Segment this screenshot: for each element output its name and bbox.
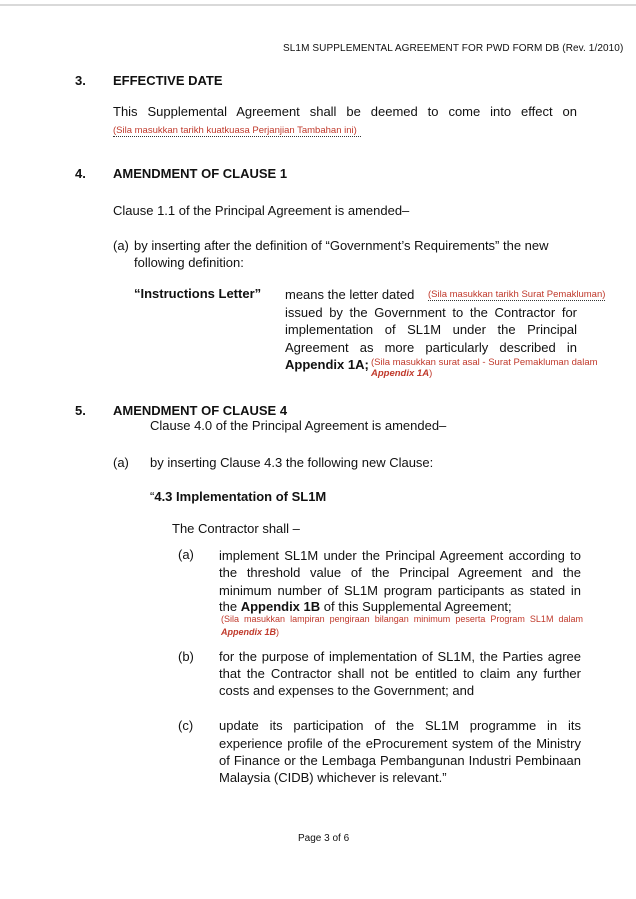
section-3-title: EFFECTIVE DATE (113, 73, 223, 88)
document-header: SL1M SUPPLEMENTAL AGREEMENT FOR PWD FORM DB (Rev. 1/2010) (283, 43, 624, 54)
definition-line1: means the letter dated (285, 287, 415, 302)
sub-c-line3: of Finance or the Lembaga Pembangunan Industri Pembinaan (219, 753, 581, 768)
section-5-item-a-label: (a) (113, 455, 129, 470)
section-5-item-a-text: by inserting Clause 4.3 the following new Clause: (150, 455, 434, 470)
sub-b-line1: for the purpose of implementation of SL1M, the Parties agree (219, 649, 581, 664)
definition-line2: issued by the Government to the Contractor for (285, 305, 577, 320)
section-4-title: AMENDMENT OF CLAUSE 1 (113, 166, 288, 181)
sub-b-line3: costs and expenses to the Government; and (219, 683, 475, 698)
page-top-border (0, 4, 636, 6)
effective-date-blank (113, 120, 361, 138)
sub-c-line1: update its participation of the SL1M programme in its (219, 718, 581, 733)
definition-line5: Appendix 1A; (285, 357, 369, 372)
definition-line3: implementation of SL1M under the Principal (285, 322, 577, 337)
page-number: Page 3 of 6 (298, 833, 350, 844)
definition-line4: Agreement as more particularly described in (285, 340, 577, 355)
section-4-intro: Clause 1.1 of the Principal Agreement is amended– (113, 203, 410, 218)
clause-4-3-heading: “4.3 Implementation of SL1M (150, 489, 327, 504)
section-3-text: This Supplemental Agreement shall be deemed to come into effect on (113, 104, 577, 119)
sub-a-line4: the Appendix 1B of this Supplemental Agreement; (219, 599, 512, 614)
definition-term: “Instructions Letter” (134, 286, 262, 301)
section-5-intro: Clause 4.0 of the Principal Agreement is amended– (150, 418, 447, 433)
section-4-number: 4. (75, 166, 86, 181)
sub-c-line4: Malaysia (CIDB) whichever is relevant.” (219, 770, 447, 785)
sub-a-line3: minimum number of SL1M program participants as stated in (219, 583, 581, 598)
letter-date-note: (Sila masukkan tarikh Surat Pemakluman) (428, 289, 606, 300)
effective-date-note: (Sila masukkan tarikh kuatkuasa Perjanjian Tambahan ini) (113, 125, 361, 137)
sub-b-line2: that the Contractor shall not be entitled to claim any further (219, 666, 581, 681)
sub-c-label: (c) (178, 718, 194, 733)
section-3-number: 3. (75, 73, 86, 88)
letter-date-blank (428, 284, 605, 302)
sub-a-label: (a) (178, 547, 194, 562)
sub-c-line2: experience profile of the eProcurement system of the Ministry (219, 736, 581, 751)
section-4-item-a-line2: following definition: (134, 255, 244, 270)
sub-b-label: (b) (178, 649, 194, 664)
section-4-item-a-label: (a) (113, 238, 129, 253)
appendix-1a-note-line2: Appendix 1A) (371, 368, 433, 379)
contractor-lead: The Contractor shall – (172, 521, 300, 536)
appendix-1b-note-line2: Appendix 1B) (221, 627, 280, 637)
section-4-item-a-line1: by inserting after the definition of “Government’s Requirements” the new (134, 238, 549, 253)
section-5-title: AMENDMENT OF CLAUSE 4 (113, 403, 288, 418)
sub-a-line2: the threshold value of the Principal Agreement and the (219, 565, 581, 580)
sub-a-line1: implement SL1M under the Principal Agreement according to (219, 548, 581, 563)
section-5-number: 5. (75, 403, 86, 418)
appendix-1b-note: (Sila masukkan lampiran pengiraan bilangan minimum peserta Program SL1M dalam (221, 614, 583, 624)
appendix-1a-note: (Sila masukkan surat asal - Surat Pemakluman dalam (371, 357, 598, 368)
